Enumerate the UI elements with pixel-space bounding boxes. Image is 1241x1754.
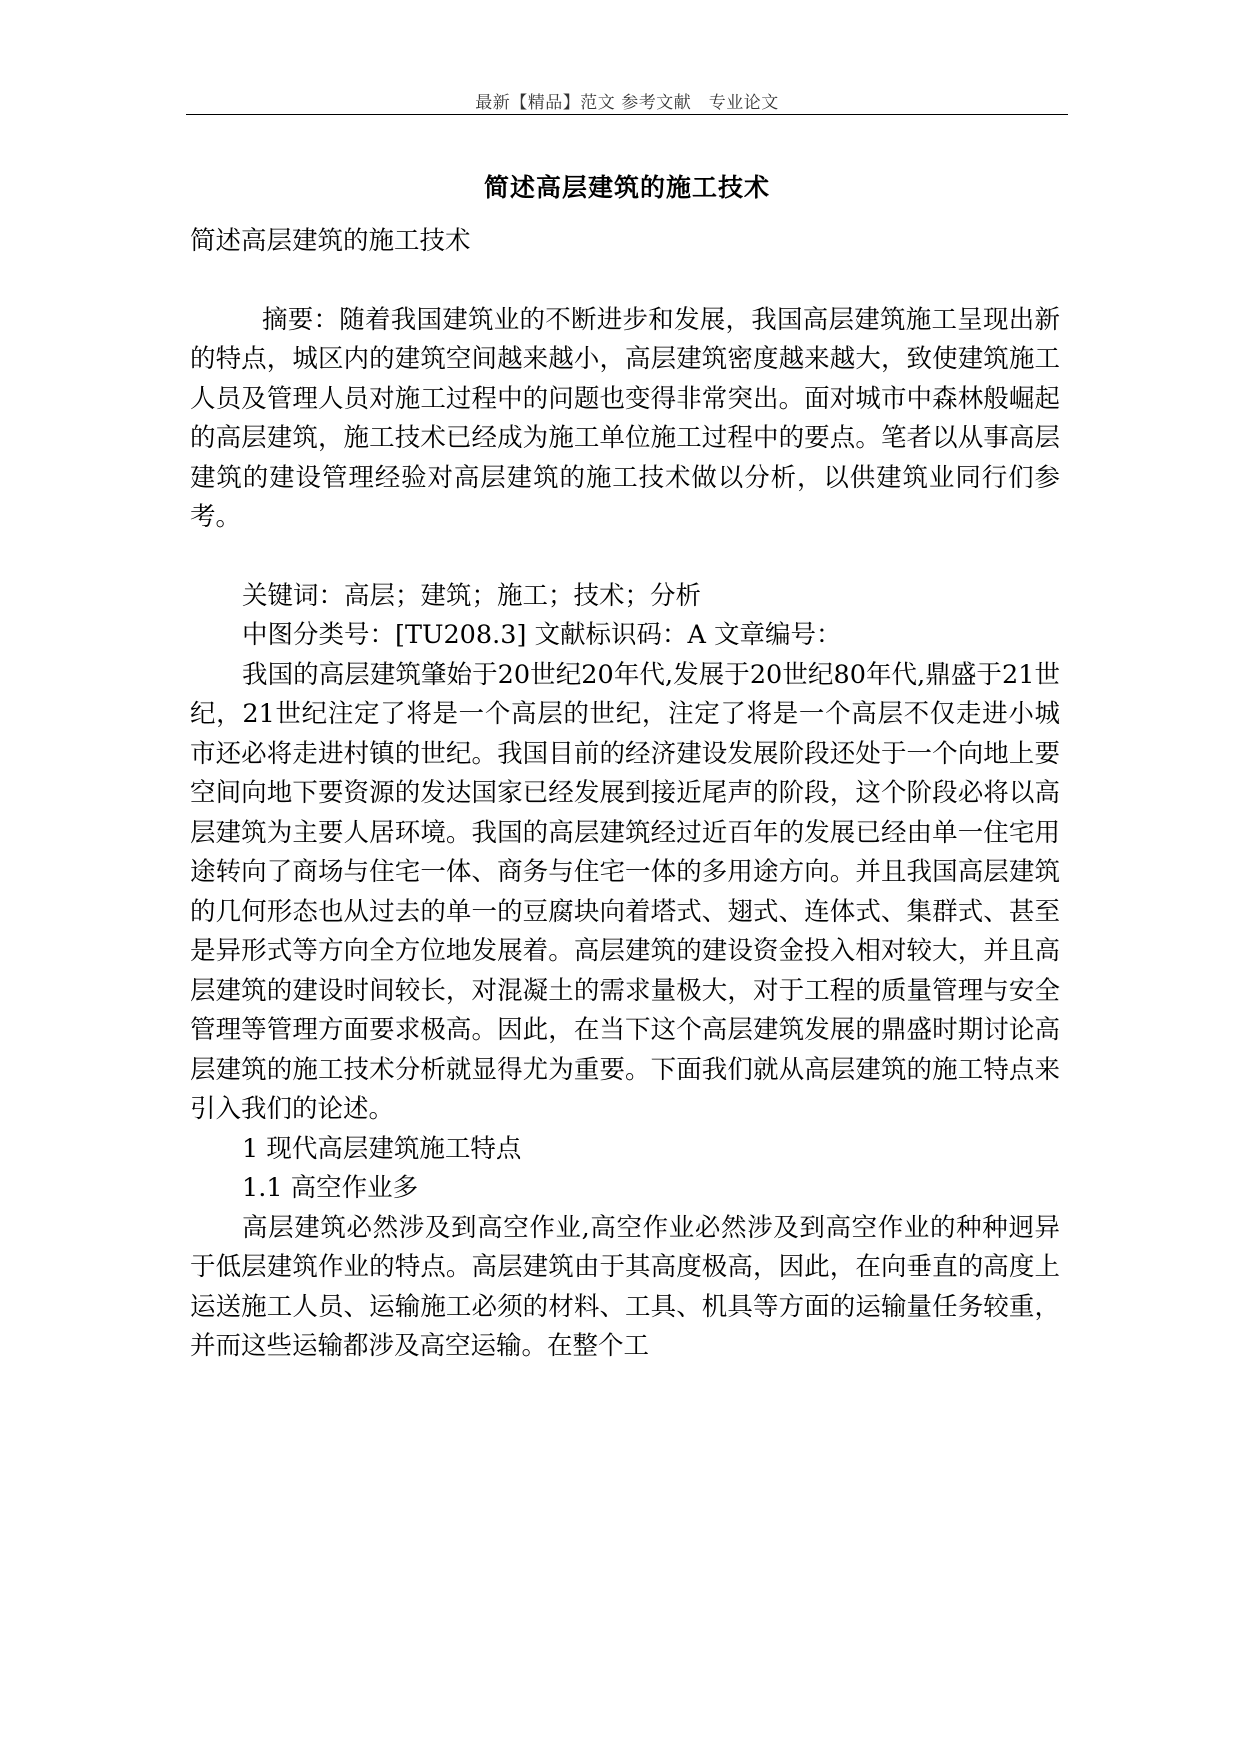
document-body	[190, 222, 1060, 1367]
document-subtitle: 简述高层建筑的施工技术	[190, 226, 471, 256]
section-heading-1-1: 1.1 高空作业多	[242, 1173, 419, 1203]
section-heading-1: 1 现代高层建筑施工特点	[242, 1133, 522, 1164]
document-title: 简述高层建筑的施工技术	[483, 173, 770, 202]
abstract-paragraph: 摘要：随着我国建筑业的不断进步和发展，我国高层建筑施工呈现出新的特点，城区内的建筑空间越来越小，高层建筑密度越来越大，致使建筑施工人员及管理人员对施工过程中的问题也变得非常突出。面对城市中森林般崛起的高层建筑，施工技术已经成为施工单位施工过程中的要点。笔者以从事高层建筑的建设管理经验对高层建筑的施工技术做以分析，以供建筑业同行们参考。	[190, 304, 1060, 532]
page-header: 最新【精品】范文 参考文献 专业论文	[475, 93, 779, 113]
keywords-line: 关键词：高层；建筑；施工；技术；分析	[242, 580, 702, 611]
intro-paragraph: 我国的高层建筑肇始于20世纪20年代,发展于20世纪80年代,鼎盛于21世纪，21世纪注定了将是一个高层的世纪，注定了将是一个高层不仅走进小城市还必将走进村镇的世纪。我国目前的经济建设发展阶段还处于一个向地上要空间向地下要资源的发达国家已经发展到接近尾声的阶段，这个阶段必将以高层建筑为主要人居环境。我国的高层建筑经过近百年的发展已经由单一住宅用途转向了商场与住宅一体、商务与住宅一体的多用途方向。并且我国高层建筑的几何形态也从过去的单一的豆腐块向着塔式、翅式、连体式、集群式、甚至是异形式等方向全方位地发展着。高层建筑的建设资金投入相对较大，并且高层建筑的建设时间较长，对混凝土的需求量极大，对于工程的质量管理与安全管理等管理方面要求极高。因此，在当下这个高层建筑发展的鼎盛时期讨论高层建筑的施工技术分析就显得尤为重要。下面我们就从高层建筑的施工特点来引入我们的论述。	[190, 659, 1060, 1124]
header-divider	[186, 114, 1068, 115]
classification-line: 中图分类号：[TU208.3] 文献标识码：A 文章编号：	[242, 620, 842, 650]
section-1-1-paragraph: 高层建筑必然涉及到高空作业,高空作业必然涉及到高空作业的种种迥异于低层建筑作业的特点。高层建筑由于其高度极高，因此，在向垂直的高度上运送施工人员、运输施工必须的材料、工具、机具等方面的运输量任务较重，并而这些运输都涉及高空运输。在整个工	[190, 1212, 1060, 1361]
